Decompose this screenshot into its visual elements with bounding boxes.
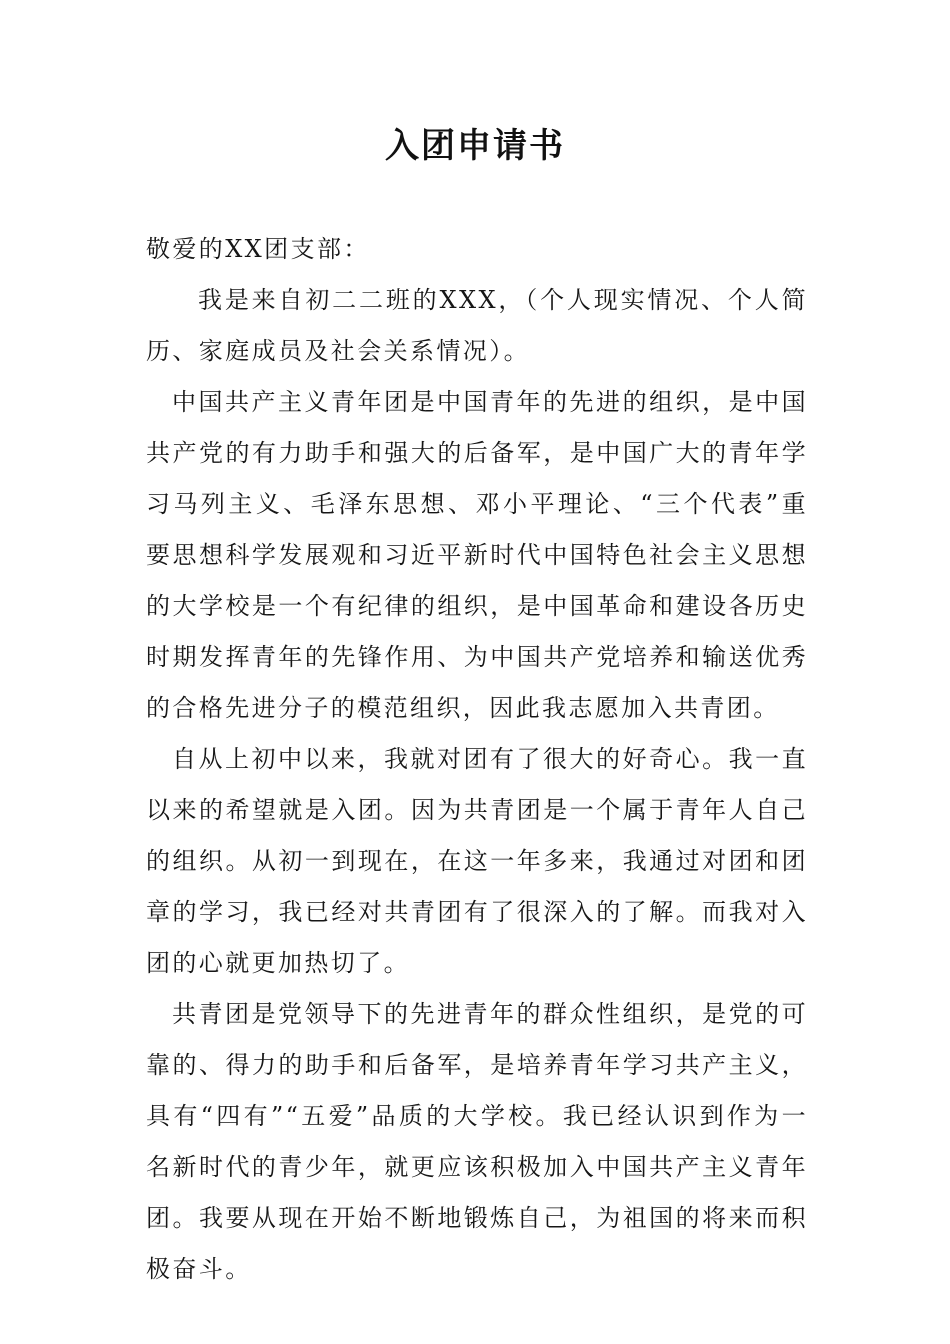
paragraph-motivation: 自从上初中以来，我就对团有了很大的好奇心。我一直以来的希望就是入团。因为共青团是一个属于青年人自己的组织。从初一到现在，在这一年多来，我通过对团和团章的学习，我已经对共青团有了很深入的了解。而我对入团的心就更加热切了。 [146, 745, 808, 977]
paragraph-intro: 我是来自初二二班的XXX，（个人现实情况、个人简历、家庭成员及社会关系情况）。 [146, 286, 808, 365]
document-body [146, 224, 808, 1295]
document-title: 入团申请书 [385, 126, 565, 166]
paragraph-commitment: 共青团是党领导下的先进青年的群众性组织，是党的可靠的、得力的助手和后备军，是培养青年学习共产主义，具有“四有”“五爱”品质的大学校。我已经认识到作为一名新时代的青少年，就更应该积极加入中国共产主义青年团。我要从现在开始不断地锻炼自己，为祖国的将来而积极奋斗。 [146, 1000, 808, 1283]
salutation: 敬爱的XX团支部： [146, 235, 370, 263]
paragraph-league-description: 中国共产主义青年团是中国青年的先进的组织，是中国共产党的有力助手和强大的后备军，是中国广大的青年学习马列主义、毛泽东思想、邓小平理论、“三个代表”重要思想科学发展观和习近平新时代中国特色社会主义思想的大学校是一个有纪律的组织，是中国革命和建设各历史时期发挥青年的先锋作用、为中国共产党培养和输送优秀的合格先进分子的模范组织，因此我志愿加入共青团。 [146, 388, 808, 722]
